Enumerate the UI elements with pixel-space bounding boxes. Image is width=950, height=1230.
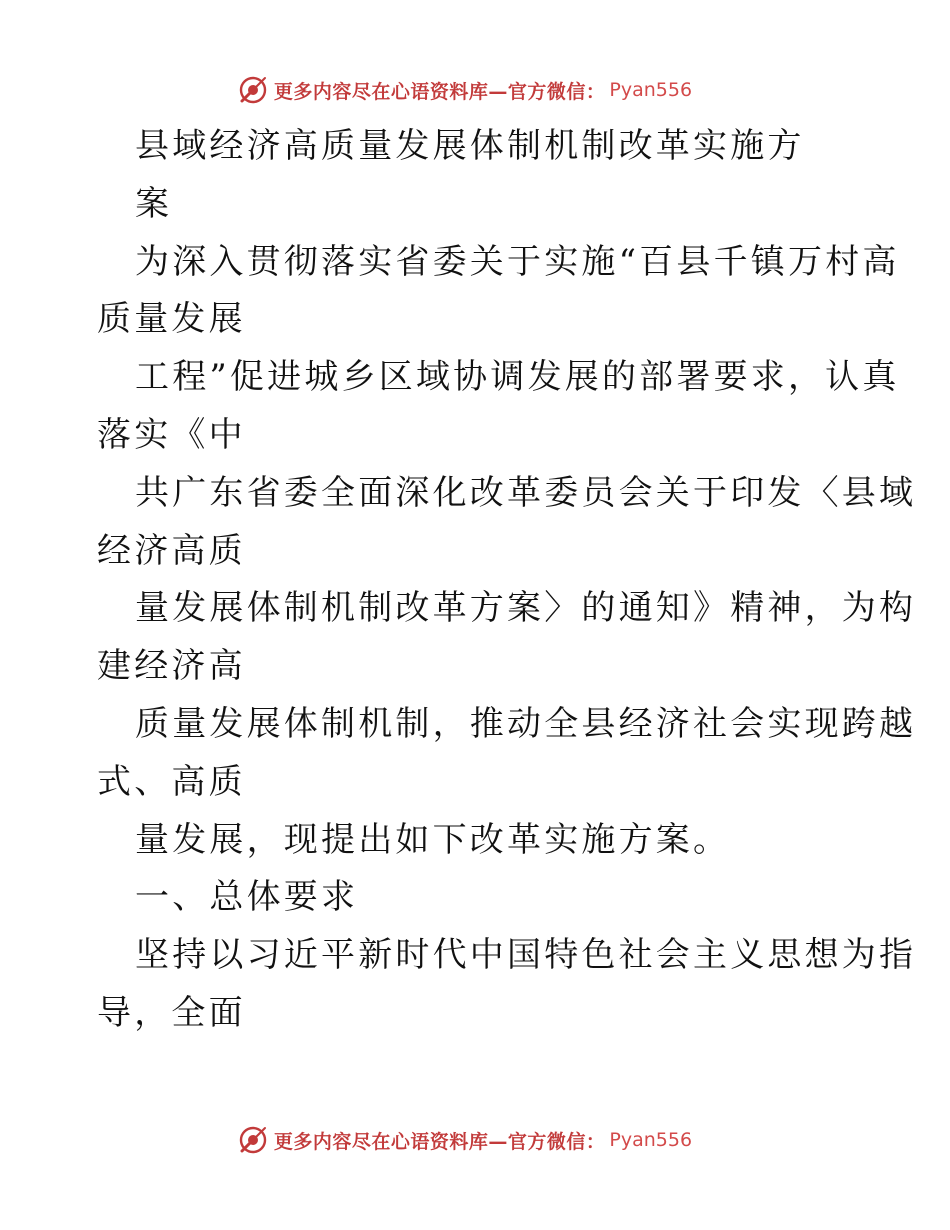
pen-logo-icon	[238, 1125, 268, 1155]
paragraph-line: 工程”促进城乡区域协调发展的部署要求，认真	[135, 357, 900, 398]
paragraph-line: 质量发展体制机制，推动全县经济社会实现跨越	[135, 703, 917, 744]
paragraph-line: 建经济高	[97, 646, 246, 687]
footer-banner	[0, 1122, 950, 1158]
paragraph-line: 量发展，现提出如下改革实施方案。	[135, 819, 731, 860]
paragraph-line: 落实《中	[97, 414, 246, 455]
paragraph-line: 共广东省委全面深化改革委员会关于印发〈县域	[135, 472, 917, 513]
paragraph-line: 量发展体制机制改革方案〉的通知》精神，为构	[135, 588, 917, 629]
pen-logo-icon	[238, 75, 268, 105]
section-heading: 一、总体要求	[135, 877, 359, 918]
title-line-2: 案	[135, 183, 173, 224]
paragraph-line: 坚持以习近平新时代中国特色社会主义思想为指	[135, 935, 917, 976]
header-wechat-id: Pyan556	[609, 79, 693, 101]
document-body	[97, 118, 917, 1043]
paragraph-line: 经济高质	[97, 530, 246, 571]
footer-banner-text: 更多内容尽在心语资料库—官方微信：	[273, 1130, 606, 1153]
header-banner	[0, 72, 950, 108]
title-line-1: 县域经济高质量发展体制机制改革实施方	[135, 126, 805, 166]
paragraph-line: 为深入贯彻落实省委关于实施“百县千镇万村高	[135, 241, 900, 282]
paragraph-line: 导，全面	[97, 992, 246, 1033]
paragraph-line: 式、高质	[97, 761, 246, 802]
footer-wechat-id: Pyan556	[609, 1129, 693, 1151]
paragraph-line: 质量发展	[97, 299, 246, 340]
header-banner-text: 更多内容尽在心语资料库—官方微信：	[273, 80, 606, 103]
